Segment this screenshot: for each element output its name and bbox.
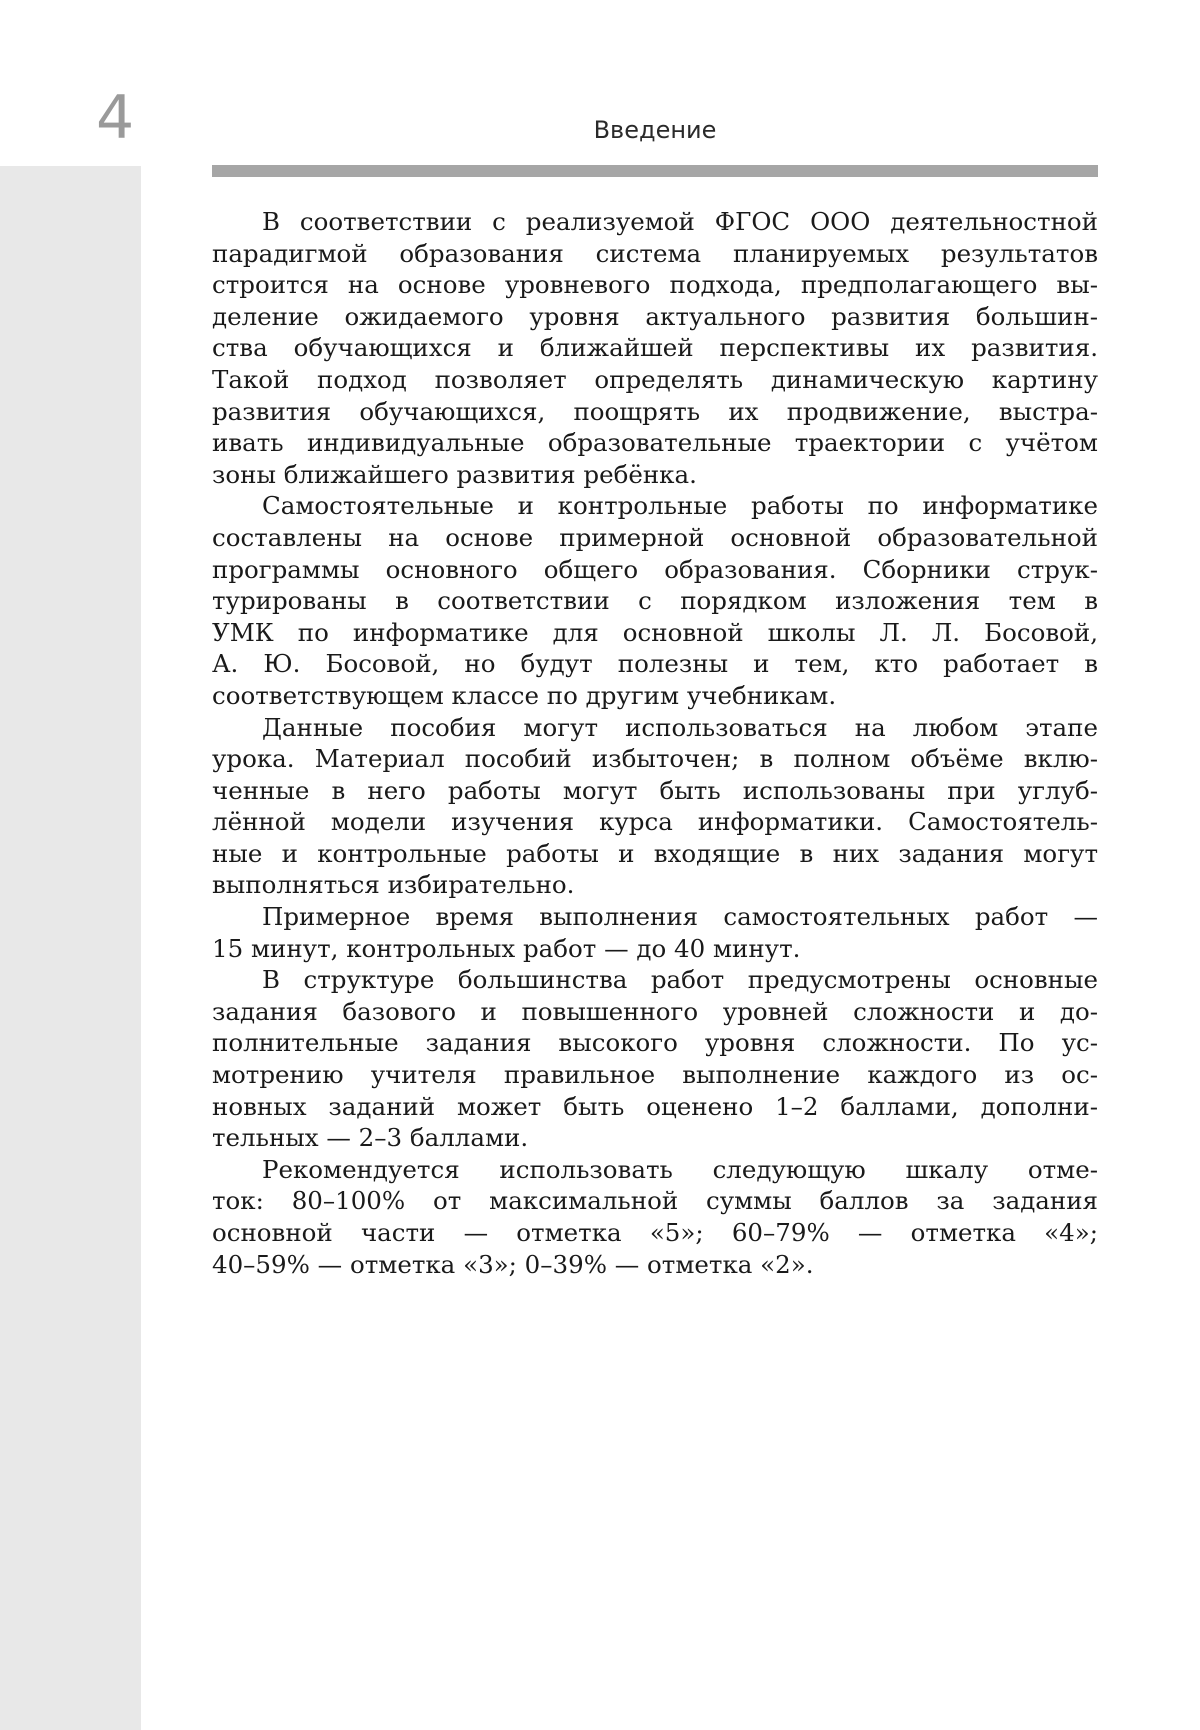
text-line: развития обучающихся, поощрять их продвижение, выстра-: [212, 396, 1098, 426]
text-line: ченные в него работы могут быть использованы при углуб-: [212, 775, 1098, 805]
text-line: Данные пособия могут использоваться на любом этапе: [262, 712, 1098, 742]
text-line: строится на основе уровневого подхода, предполагающего вы-: [212, 270, 1098, 300]
text-line: ства обучающихся и ближайшей перспективы их развития.: [212, 333, 1098, 363]
paragraph: [212, 1154, 1098, 1280]
text-line: ные и контрольные работы и входящие в них задания могут: [212, 838, 1098, 868]
text-line: задания базового и повышенного уровней сложности и до-: [212, 996, 1098, 1026]
text-line: лённой модели изучения курса информатики. Самостоятель-: [212, 807, 1098, 837]
text-line: ивать индивидуальные образовательные траектории с учётом: [212, 428, 1098, 458]
text-line: ток: 80–100% от максимальной суммы баллов за задания: [212, 1186, 1098, 1216]
text-line: УМК по информатике для основной школы Л. Л. Босовой,: [212, 617, 1098, 647]
text-line: полнительные задания высокого уровня сложности. По ус-: [212, 1028, 1098, 1058]
text-line: 15 минут, контрольных работ — до 40 минут.: [212, 933, 801, 963]
paragraph: [212, 206, 1098, 490]
text-line: зоны ближайшего развития ребёнка.: [212, 459, 697, 489]
text-line: соответствующем классе по другим учебникам.: [212, 680, 837, 710]
text-line: новных заданий может быть оценено 1–2 баллами, дополни-: [212, 1091, 1098, 1121]
text-line: урока. Материал пособий избыточен; в полном объёме вклю-: [212, 744, 1098, 774]
text-line: Такой подход позволяет определять динамическую картину: [212, 364, 1098, 394]
text-line: Самостоятельные и контрольные работы по информатике: [262, 491, 1098, 521]
text-line: деление ожидаемого уровня актуального развития большин-: [212, 301, 1098, 331]
text-line: основной части — отметка «5»; 60–79% — отметка «4»;: [212, 1218, 1098, 1247]
text-line: тельных — 2–3 баллами.: [212, 1123, 529, 1153]
text-line: составлены на основе примерной основной образовательной: [212, 522, 1098, 552]
text-line: Рекомендуется использовать следующую шкалу отме-: [262, 1154, 1098, 1184]
text-line: 40–59% — отметка «3»; 0–39% — отметка «2».: [212, 1249, 814, 1279]
header-rule: [212, 165, 1098, 177]
text-line: парадигмой образования система планируемых результатов: [212, 238, 1098, 268]
text-line: мотрению учителя правильное выполнение каждого из ос-: [212, 1060, 1098, 1090]
body-text: [212, 206, 1098, 1280]
text-line: турированы в соответствии с порядком изложения тем в: [212, 586, 1098, 616]
paragraph: [212, 490, 1098, 711]
paragraph: [212, 901, 1098, 964]
page-number: 4: [96, 83, 135, 153]
text-line: В соответствии с реализуемой ФГОС ООО деятельностной: [262, 207, 1098, 236]
text-line: Примерное время выполнения самостоятельных работ —: [262, 902, 1098, 932]
paragraph: [212, 964, 1098, 1154]
paragraph: [212, 712, 1098, 902]
text-line: В структуре большинства работ предусмотрены основные: [262, 965, 1098, 995]
running-head: Введение: [593, 116, 717, 144]
side-margin-band: [0, 166, 141, 1730]
text-line: А. Ю. Босовой, но будут полезны и тем, кто работает в: [212, 649, 1098, 679]
text-line: программы основного общего образования. Сборники струк-: [212, 554, 1098, 584]
text-line: выполняться избирательно.: [212, 870, 575, 900]
